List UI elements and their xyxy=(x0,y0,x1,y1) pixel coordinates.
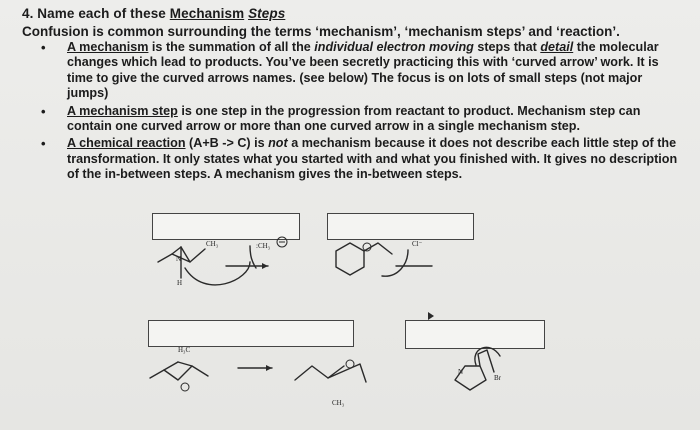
cyclohexane-ring xyxy=(336,243,364,275)
aziridinium-structure xyxy=(158,247,205,278)
bullet-chemical-reaction: • A chemical reaction (A+B -> C) is not a mechanism because it does not describe each little step of the transformation. It only states what you started with and what you finished with. It gives no description of the in-between steps. A mechanism gives the in-between steps. xyxy=(41,136,678,182)
bullet-dot: • xyxy=(41,103,46,119)
positive-charge-icon xyxy=(181,383,189,391)
alkene-chain xyxy=(150,366,208,380)
intro-text: Confusion is common surrounding the terms ‘mechanism’, ‘mechanism steps’ and ‘reaction’. xyxy=(22,24,620,39)
curved-arrow-3 xyxy=(382,250,408,276)
label-h3c: H₃C xyxy=(178,346,191,354)
side-chain xyxy=(364,243,392,254)
bullet-dot: • xyxy=(41,136,46,152)
label-br: Br xyxy=(494,374,501,382)
label-ch3-anion: :CH₃ xyxy=(256,242,271,250)
question-heading: 4. Name each of these Mechanism Steps xyxy=(22,6,286,21)
product-chain xyxy=(295,366,344,380)
positive-charge-icon xyxy=(346,360,354,368)
label-n-2: N xyxy=(458,368,464,376)
bullet-dot: • xyxy=(41,40,46,55)
bullet-mechanism: • A mechanism is the summation of all the individual electron moving steps that detail the molecular changes which lead to products. You’ve been secretly practicing this with ‘curved arrow’ work. It is time to give the curved arrows names. (see below) The focus is on lots of small steps (not major jumps) xyxy=(41,40,659,101)
label-chloride: Cl⁻ xyxy=(412,240,423,248)
label-ch3-1: CH₃ xyxy=(206,240,219,248)
label-ch3-2: CH₃ xyxy=(332,399,345,407)
label-h: H xyxy=(177,279,183,287)
label-n: N xyxy=(176,255,182,263)
bullet-mechanism-step: • A mechanism step is one step in the progression from reactant to product. Mechanism step can contain one curved arrow or more than one curved arrow in a single mechanism step. xyxy=(41,103,641,134)
